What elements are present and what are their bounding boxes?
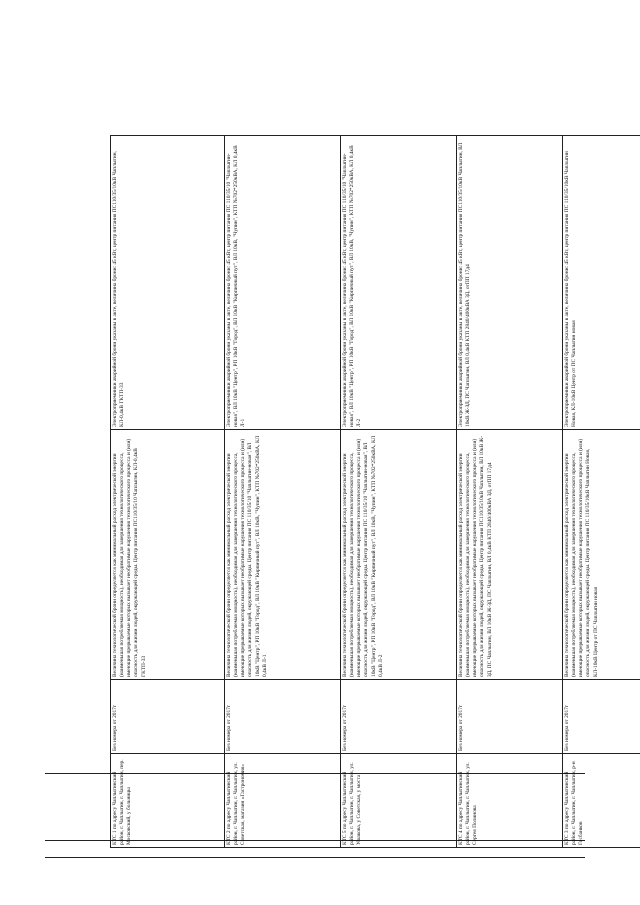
number-cell: Без номера от 2017г bbox=[563, 680, 640, 754]
note-cell: Электроприемники аварийной брони указаны в акте, величина брони: 45 кВт, центр питания ПС110/35/10кВ Чаплыгин, ВЛ 10кВ Ж-ЗД, ПС Чаплыгин, ВЛ 0,4кВ КТП 2840/400кВА ЗД, отПП 17д4 bbox=[457, 136, 563, 430]
location-cell: КТС 4 по адресу Чаплыгинский район, г. Чаплыгин, г. Чаплыгин, ул. Сергея Полинова bbox=[457, 754, 563, 848]
description-cell: Величина технологической брони определяется как минимальный расход электрической энергии (наименьшая потребляемая мощность), необходимая для завершения технологического процесса, имеющие прерываемые которых вызывает необратимые нарушения технологического процесса и (или) опасность для жизни людей, окружающей среды. Центр питания ПС110/35/10кВ Чаплыгин, ВЛ 10кВ Ж-ЗД, ПС Чаплыгин, ВЛ 10кВ Ж-ЗД, ПС Чаплыгин, ВЛ 0,4кВ КТП 2840/400кВА ЗД, отПП 17д4 bbox=[457, 430, 563, 680]
number-cell: Без номера от 2017г bbox=[341, 680, 457, 754]
table-row bbox=[457, 136, 563, 848]
description-cell: Величина технологической брони определяется как минимальный расход электрической энергии (наименьшая потребляемая мощность), необходимая для завершения технологического процесса, имеющие прерываемые которых вызывает необратимые нарушения технологического процесса и (или) опасность для жизни людей, окружающей среды. Центр питания ПС 110/35/10 "Чаплыгин-новая", ВЛ 10кВ "Центр", РП 10кВ "Город", ВЛ 10кВ "Кирпичный пут", ВЛ 10кВ, "Чупин", КТП №702*250кВА, КЛ 0,4кВ Л-1 bbox=[225, 430, 341, 680]
number-cell: Без номера от 2017г bbox=[225, 680, 341, 754]
description-cell: Величина технологической брони определяется как минимальный расход электрической энергии (наименьшая потребляемая мощность), необходимая для завершения технологического процесса, имеющие прерываемые которых вызывает необратимые нарушения технологического процесса и (или) опасность для жизни людей, окружающей среды. Центр питания ПС 110/35/10 "Чаплыгин-новая", ВЛ 10кВ "Центр", РП 10кВ "Город", ВЛ 10кВ "Кирпичный пут", ВЛ 10кВ, "Чупин", КТП №702*250кВА, КЛ 0,4кВ Л-2 bbox=[341, 430, 457, 680]
note-cell: Электроприемники аварийной брони указаны в акте, величина брони: 45 кВт, центр питания ПС110/35/10кВ Чаплыгин, КЛ-0,4кВ ГКТП-33 bbox=[111, 136, 225, 430]
table-row bbox=[111, 136, 225, 848]
bottom-rule bbox=[45, 857, 585, 858]
reservation-table bbox=[110, 135, 640, 848]
description-cell: Величина технологической брони определяется как минимальный расход электрической энергии (наименьшая потребляемая мощность), необходимая для завершения технологического процесса, имеющие прерываемые которых вызывает необратимые нарушения технологического процесса и (или) опасность для жизни людей, окружающей среды. Центр питания ПС 110/35/10кВ Чаплыгин Новая, КЛ-10кВ Центр от ПС Чаплыгин новая bbox=[563, 430, 640, 680]
location-cell: КТС 2 по адресу Чаплыгинский район, г. Чаплыгин, г. Чаплыгин, ул. Советская, магазин «Гастрономия» bbox=[225, 754, 341, 848]
rotated-table-container bbox=[110, 136, 599, 848]
table-row bbox=[341, 136, 457, 848]
note-cell: Электроприемники аварийной брони указаны в акте, величина брони: 45 кВт, центр питания ПС 110/35/10 "Чаплыгин-новая", ВЛ 10кВ "Центр", РП 10кВ "Город", ВЛ 10кВ "Кирпичный пут", ВЛ 10кВ, "Чупин", КТП №702*250кВА, КЛ 0,4кВ Л-2 bbox=[341, 136, 457, 430]
number-cell: Без номера от 2017г bbox=[457, 680, 563, 754]
table-row bbox=[225, 136, 341, 848]
description-cell: Величина технологической брони определяется как минимальный расход электрической энергии (наименьшая потребляемая мощность), необходимая для завершения технологического процесса, имеющие прерываемые которых вызывает необратимые нарушения технологического процесса и (или) опасность для жизни людей, окружающей среды. Центр питания ПС110/35/10 Чаплыгин, КЛ-0,4кВ ГКТП-33 bbox=[111, 430, 225, 680]
location-cell: КТС 5 по адресу Чаплыгинский район, г. Чаплыгин, г. Чаплыгин, ул. Ушакова, у Советская, у моста bbox=[341, 754, 457, 848]
note-cell: Электроприемники аварийной брони указаны в акте, величина брони: 45 кВт, центр питания ПС 110/35/10 "Чаплыгин-новая", ВЛ 10кВ "Центр", РП 10кВ "Город", ВЛ 10кВ "Кирпичный пут", ВЛ 10кВ, "Чупин", КТП №702*250кВА, КЛ 0,4кВ Л-1 bbox=[225, 136, 341, 430]
location-cell: КТС 1 по адресу Чаплыгинский район, г. Чаплыгин, г. Чаплыгин, пер. Московский, у больницы bbox=[111, 754, 225, 848]
table-row bbox=[563, 136, 640, 848]
note-cell: Электроприемники аварийной брони указаны в акте, величина брони: 45 кВт, центр питания ПС 110/35/10кВ Чаплыгин Новая, КЛ-10кВ Центр от ПС Чаплыгин новая bbox=[563, 136, 640, 430]
number-cell: Без номера от 2017г bbox=[111, 680, 225, 754]
location-cell: КТС 3 по адресу Чаплыгинский район, г. Чаплыгин, г. Чаплыгин, р-н Госбанков bbox=[563, 754, 640, 848]
